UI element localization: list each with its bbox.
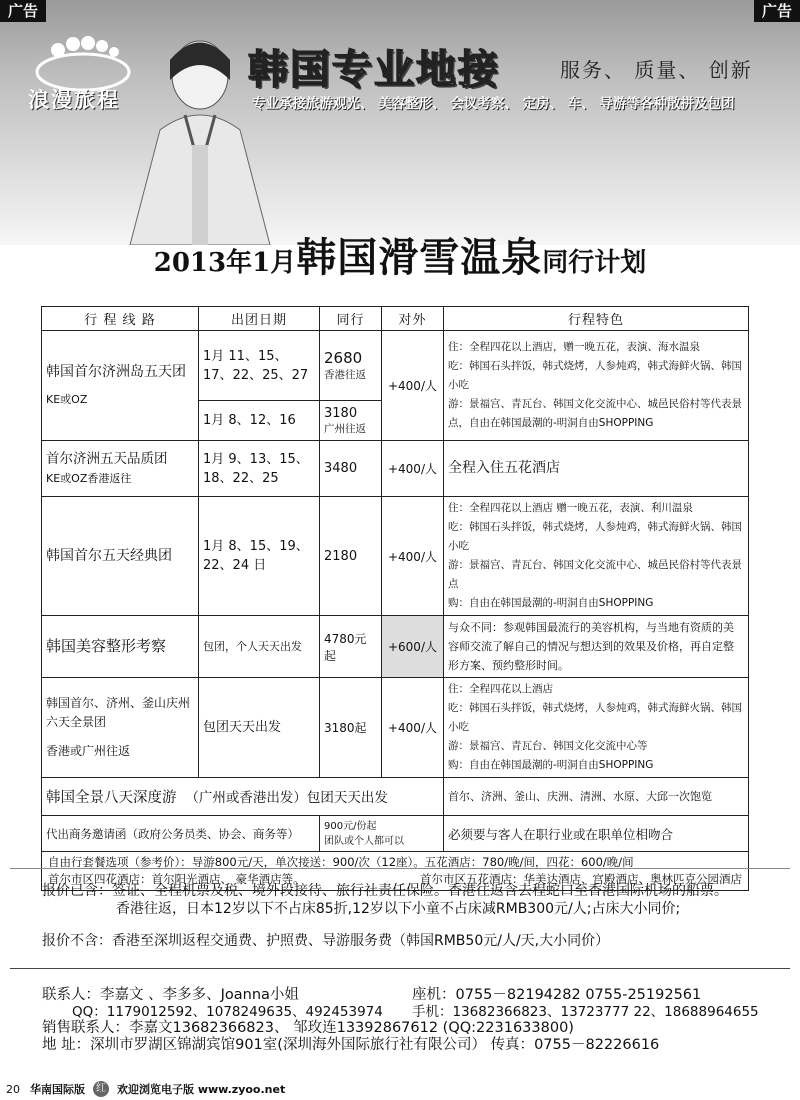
price-included-line2: 香港往返，日本12岁以下不占床85折,12岁以下小童不占床减RMB300元/人;占床大小同价; [116, 901, 681, 917]
price-cell: 2680 香港往返 [320, 331, 382, 401]
route-cell: 韩国首尔、济州、釜山庆州六天全景团 香港或广州往返 [42, 678, 199, 778]
banner-title: 韩国专业地接 [248, 47, 500, 93]
note-cell: 自由行套餐选项（参考价）：导游800元/天，单次接送：900/次（12座）。五花酒店：780/晚/间，四花：600/晚/间 首尔市区四花酒店：首尔阳光酒店、 豪华酒店等。 首尔市区五花酒店：华美达酒店、宫殿酒店、奥林匹克公园酒店 [42, 852, 749, 891]
price-cell: 2180 [320, 497, 382, 616]
contact-mobile: 手机：13682366823、13723777 22、18688964655 [412, 1004, 759, 1020]
dates-cell: 1月 11、15、17、22、25、27 [199, 331, 320, 401]
header-route: 行 程 线 路 [42, 307, 199, 331]
contact-qq: QQ：1179012592、1078249635、492453974 [72, 1004, 383, 1020]
dates-cell: 包团，个人天天出发 [199, 616, 320, 678]
price-cell: 3180起 [320, 678, 382, 778]
page-footer [0, 1078, 800, 1100]
retail-cell: +400/人 [382, 441, 444, 497]
banner [0, 0, 800, 245]
table-header-row [42, 307, 749, 331]
features-cell: 与众不同：参观韩国最流行的美容机构，与当地有资质的美容师交流了解自己的情况与想达到的效果及价格，再自定整形方案、预约整形时间。 [444, 616, 749, 678]
divider [10, 868, 790, 869]
route-cell: 代出商务邀请函（政府公务员类、协会、商务等） [42, 816, 320, 852]
footer-text[interactable]: 欢迎浏览电子版 www.zyoo.net [117, 1083, 286, 1096]
retail-cell: +400/人 [382, 331, 444, 441]
itinerary-table [41, 306, 749, 891]
headline-date: 2013年1月 [153, 248, 297, 278]
contact-people: 联系人：李嘉文 、李多多、Joanna小姐 [42, 987, 299, 1003]
dates-cell: 1月 9、13、15、18、22、25 [199, 441, 320, 497]
retail-cell: +400/人 [382, 678, 444, 778]
route-cell: 韩国美容整形考察 [42, 616, 199, 678]
price-cell: 3180 广州往返 [320, 401, 382, 441]
dates-cell: 1月 8、15、19、22、24 日 [199, 497, 320, 616]
features-cell: 住：全程四花以上酒店，赠一晚五花，表演、海水温泉 吃：韩国石头拌饭，韩式烧烤，人参炖鸡，韩式海鲜火锅、韩国小吃 游：景福宫、青瓦台、韩国文化交流中心、城邑民俗村等代表景点，自由在韩国最潮的-明洞自由SHOPPING [444, 331, 749, 441]
banner-slogan: 服务、 质量、 创新 [560, 58, 753, 82]
table-row [42, 331, 749, 401]
divider [10, 968, 790, 969]
price-cell: 4780元起 [320, 616, 382, 678]
header-retail: 对外 [382, 307, 444, 331]
headline-main: 韩国滑雪温泉 [296, 234, 543, 281]
price-cell: 3480 [320, 441, 382, 497]
table-row [42, 778, 749, 816]
route-cell: 韩国首尔济洲岛五天团 KE或OZ [42, 331, 199, 441]
features-cell: 首尔、济洲、釜山、庆洲、清洲、水原、大邱一次饱览 [444, 778, 749, 816]
headline [0, 226, 800, 283]
red-badge-icon: 红 [93, 1081, 109, 1097]
page-number: 20 [6, 1082, 20, 1096]
features-cell: 必须要与客人在职行业或在职单位相吻合 [444, 816, 749, 852]
retail-cell: +600/人 [382, 616, 444, 678]
banner-subtitle: 专业承接旅游观光、 美容整形、 会议考察、 定房、 车、 导游等各种散拼及包团 [252, 96, 735, 112]
price-cell: 900元/份起 团队或个人都可以 [320, 816, 444, 852]
header-trade-price: 同行 [320, 307, 382, 331]
contact-landline: 座机：0755－82194282 0755-25192561 [412, 987, 702, 1003]
headline-suffix: 同行计划 [542, 248, 647, 278]
table-row [42, 816, 749, 852]
retail-cell: +400/人 [382, 497, 444, 616]
route-cell: 韩国全景八天深度游 （广州或香港出发）包团天天出发 [42, 778, 444, 816]
header-dates: 出团日期 [199, 307, 320, 331]
table-row [42, 441, 749, 497]
contact-address: 地 址：深圳市罗湖区锦湖宾馆901室(深圳海外国际旅行社有限公司） 传真：0755－82226616 [42, 1037, 660, 1053]
route-cell: 首尔济洲五天品质团 KE或OZ香港返往 [42, 441, 199, 497]
dates-cell: 1月 8、12、16 [199, 401, 320, 441]
table-row [42, 678, 749, 778]
contact-sales: 销售联系人：李嘉文13682366823、 邹玫连13392867612 (QQ:2231633800) [42, 1020, 574, 1036]
table-row [42, 616, 749, 678]
features-cell: 全程入住五花酒店 [444, 441, 749, 497]
logo-text: 浪漫旅程 [28, 88, 120, 112]
edition-label: 华南国际版 [30, 1083, 85, 1096]
ad-label-right: 广告 [754, 0, 800, 22]
features-cell: 住：全程四花以上酒店 赠一晚五花，表演、利川温泉 吃：韩国石头拌饭，韩式烧烤，人参炖鸡，韩式海鲜火锅、韩国小吃 游：景福宫、青瓦台、韩国文化交流中心、城邑民俗村等代表景点 购：自由在韩国最潮的-明洞自由SHOPPING [444, 497, 749, 616]
dates-cell: 包团天天出发 [199, 678, 320, 778]
ad-label-left: 广告 [0, 0, 46, 22]
price-excluded: 报价不含：香港至深圳返程交通费、护照费、导游服务费（韩国RMB50元/人/天,大小同价） [42, 933, 610, 949]
header-features: 行程特色 [444, 307, 749, 331]
table-row [42, 497, 749, 616]
features-cell: 住：全程四花以上酒店 吃：韩国石头拌饭，韩式烧烤，人参炖鸡，韩式海鲜火锅、韩国小吃 游：景福宫、青瓦台、韩国文化交流中心等 购：自由在韩国最潮的-明洞自由SHOPPING [444, 678, 749, 778]
route-cell: 韩国首尔五天经典团 [42, 497, 199, 616]
price-included: 报价已含：签证、全程机票及税、境外段接待、旅行社责任保险。香港往返含去程蛇口至香港国际机场的船票。 [42, 883, 728, 899]
